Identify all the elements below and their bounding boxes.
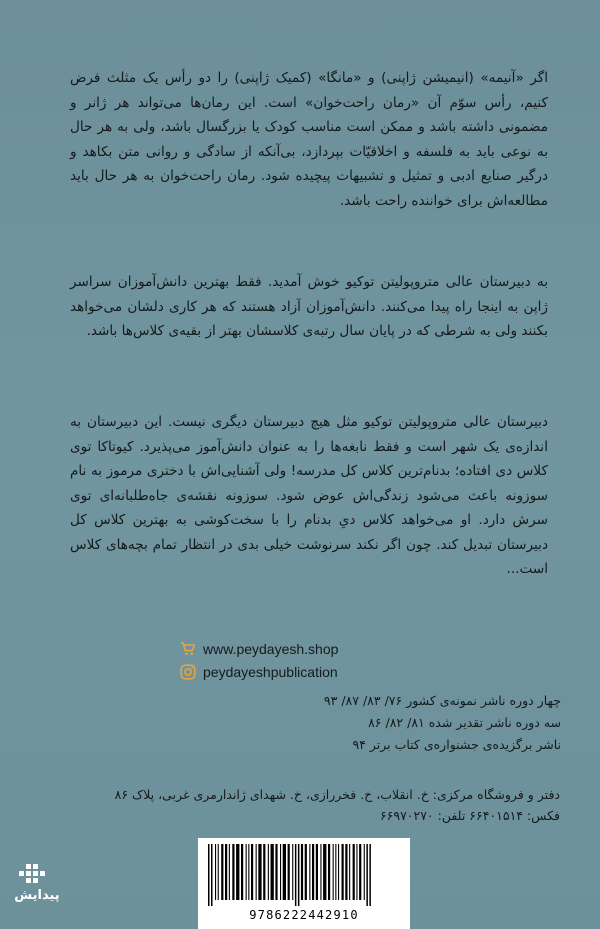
barcode-bar (316, 844, 318, 900)
isbn-barcode (198, 838, 410, 929)
isbn-number: 9786222442910 (249, 908, 359, 922)
barcode-bar (295, 844, 297, 906)
barcode-bar (298, 844, 300, 906)
blurb-paragraph-welcome: به دبیرستان عالی متروپولیتن توکیو خوش آمدید. فقط بهترین دانش‌آموزان سراسر ژاپن به اینجا راه پیدا می‌کنند. دانش‌آموزان آزاد هستند که هر کاری دلشان می‌خواهد بکنند ولی به شرطی که در پایان سال رتبه‌ی کلاسشان بهتر از بقیه‌ی کلاس‌ها باشد. (70, 274, 548, 339)
website-row[interactable] (180, 637, 400, 660)
barcode-bar (309, 844, 310, 900)
award-line: ناشر برگزیده‌ی جشنواره‌ی کتاب برتر ۹۴ (352, 737, 561, 752)
barcode-bar (225, 844, 227, 900)
instagram-handle[interactable]: peydayeshpublication (203, 663, 338, 680)
barcode-bar (283, 844, 286, 900)
barcode-bar (218, 844, 219, 900)
barcode-bar (342, 844, 344, 900)
barcode-bar (359, 844, 361, 900)
publisher-logo (4, 860, 70, 910)
barcode-bar (345, 844, 347, 900)
barcode-bar (236, 844, 239, 900)
barcode-bar (256, 844, 257, 900)
barcode-bars (206, 844, 402, 906)
barcode-bar (229, 844, 230, 900)
instagram-icon (180, 664, 196, 680)
publisher-contact (180, 637, 400, 683)
barcode-bar (323, 844, 326, 900)
shopping-cart-icon (180, 641, 196, 657)
barcode-bar (251, 844, 253, 900)
barcode-bar (366, 844, 368, 906)
logo-mark-icon (4, 860, 70, 888)
barcode-bar (292, 844, 293, 900)
blurb-paragraph-intro: اگر «آنیمه» (انیمیشن ژاپنی) و «مانگا» (کمیک ژاپنی) را دو رأس یک مثلث فرض کنیم، رأس سوّم آن «رمان راحت‌خوان» است. این رمان‌ها می‌تواند هر ژانر و مضمونی داشته باشد و ممکن است مناسب کودک یا بزرگسال باشد، ولی به هر حال به نوعی باید به فلسفه و اخلاقیّات بپردازد، بی‌آنکه از سادگی و روانی متن بکاهد و درگیر صنایع ادبی و تمثیل و تشبیهات پیچیده شود. رمان راحت‌خوان به هر حال باید مطالعه‌اش برای خواننده راحت باشد. (70, 70, 548, 209)
barcode-bar (312, 844, 314, 900)
barcode-bar (328, 844, 330, 900)
barcode-bar (338, 844, 339, 900)
barcode-bar (246, 844, 247, 900)
barcode-bar (288, 844, 290, 900)
logo-wordmark: پیدایش (14, 888, 60, 903)
barcode-bar (335, 844, 336, 900)
barcode-bar (301, 844, 303, 900)
award-line: سه دوره ناشر تقدیر شده ۸۱/ ۸۲/ ۸۶ (368, 715, 561, 730)
barcode-bar (271, 844, 274, 900)
website-link[interactable]: www.peydayesh.shop (203, 640, 339, 657)
barcode-bar (215, 844, 216, 900)
barcode-bar (349, 844, 350, 900)
barcode-bar (208, 844, 210, 906)
award-line: چهار دوره ناشر نمونه‌ی کشور ۷۶/ ۸۳/ ۸۷/ ۹۳ (323, 693, 561, 708)
barcode-bar (232, 844, 234, 900)
barcode-bar (320, 844, 321, 900)
barcode-bar (356, 844, 357, 900)
blurb-paragraph-story: دبیرستان عالی متروپولیتن توکیو مثل هیچ دبیرستان دیگری نیست. این دبیرستان به اندازه‌ی یک شهر است و فقط نابغه‌ها را به عنوان دانش‌آموز می‌پذیرد. کیوتاکا توی کلاس دی افتاده؛ بدنام‌ترین کلاس کل مدرسه! ولی آشنایی‌اش با دختری مرموز به نام سوزونه باعث می‌شود زندگی‌اش عوض شود. سوزونه نقشه‌ی جاه‌طلبانه‌ای توی سرش دارد. او می‌خواهد کلاس دیِ بدنام را با سخت‌کوشی به بهترین کلاس کل دبیرستان تبدیل کند. چون اگر نکند سرنوشت خیلی بدی در انتظار تمام بچه‌های کلاس است... (70, 414, 548, 577)
barcode-bar (280, 844, 281, 900)
barcode-bar (275, 844, 277, 900)
barcode-bar (353, 844, 355, 900)
barcode-bar (263, 844, 265, 900)
barcode-bar (369, 844, 371, 906)
barcode-bar (221, 844, 223, 900)
phone-fax-line: فکس: ۶۶۴۰۱۵۱۴ تلفن: ۶۶۹۷۰۲۷۰ (379, 808, 560, 823)
barcode-bar (364, 844, 365, 900)
publisher-awards (175, 690, 561, 756)
barcode-bar (268, 844, 269, 900)
barcode-bar (305, 844, 307, 900)
barcode-bar (211, 844, 213, 906)
address-line: دفتر و فروشگاه مرکزی: خ. انقلاب، خ. فخررازی، خ. شهدای ژاندارمری غربی، پلاک ۸۶ (114, 787, 560, 802)
barcode-bar (248, 844, 249, 900)
barcode-bar (241, 844, 243, 900)
barcode-bar (333, 844, 334, 900)
barcode-bar (258, 844, 261, 900)
instagram-row[interactable] (180, 660, 400, 683)
publisher-address (30, 784, 560, 826)
